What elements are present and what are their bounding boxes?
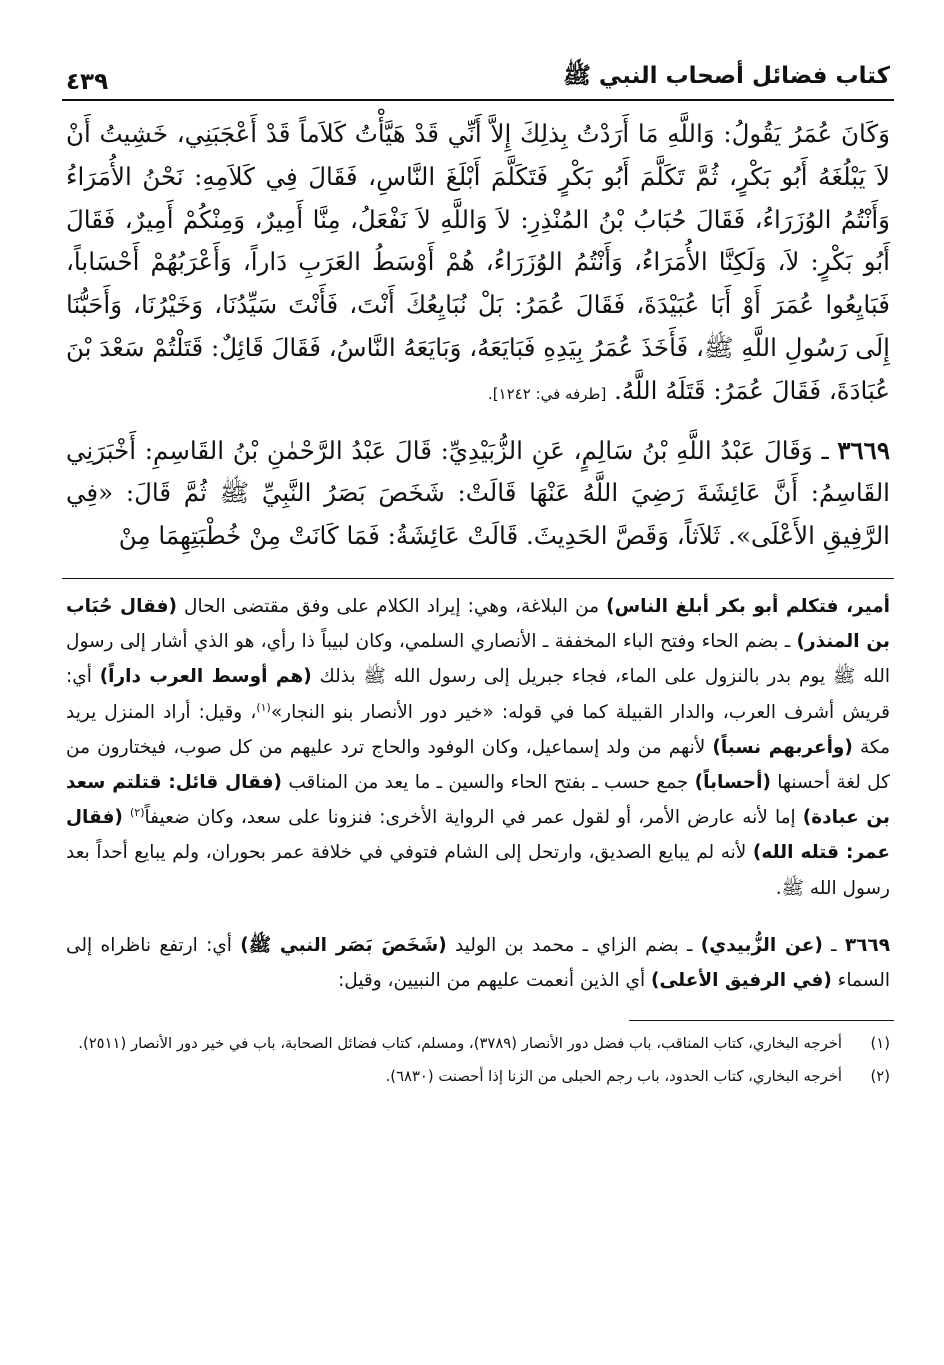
footnote-number: (٢) xyxy=(870,1068,890,1086)
commentary-text xyxy=(123,807,130,828)
commentary-paragraph-3669 xyxy=(62,928,894,998)
hadith-number: ٣٦٦٩ xyxy=(837,435,890,465)
hadith-text-continued xyxy=(62,113,894,416)
commentary-quote: (وأعربهم نسباً) xyxy=(712,736,853,758)
commentary-quote: (هم أوسط العرب داراً) xyxy=(99,666,312,688)
footnote-text: أخرجه البخاري، كتاب المناقب، باب فضل دور الأنصار (٣٧٨٩)، ومسلم، كتاب فضائل الصحابة، باب في خير دور الأنصار (٢٥١١). xyxy=(78,1035,842,1053)
book-page xyxy=(62,55,894,1091)
commentary-text: أي: قريش أشرف العرب، والدار القبيلة كما في قوله: «خير دور الأنصار بنو النجار» xyxy=(66,666,891,723)
commentary-quote: (فقال حُبَاب بن المنذر) xyxy=(66,595,890,653)
commentary-text: أي الذين أنعمت عليهم من النبيين، وقيل: xyxy=(338,970,651,991)
commentary-text: ـ بضم الزاي ـ محمد بن الوليد xyxy=(446,934,701,956)
hadith-3669 xyxy=(62,430,894,558)
commentary-text: من البلاغة، وهي: إيراد الكلام على وفق مقتضى الحال xyxy=(176,595,607,617)
commentary-text: ـ xyxy=(822,934,845,956)
commentary-quote: (عن الزُّبيدي) xyxy=(700,934,823,956)
commentary-quote: (في الرفيق الأعلى) xyxy=(651,970,832,991)
commentary-quote: (شَخَصَ بَصَر النبي ﷺ) xyxy=(240,934,447,956)
commentary-text: لأنهم من ولد إسماعيل، وكان الوفود والحاج ترد عليهم من كل صوب، فيختارون من كل لغة أحسنها xyxy=(66,736,890,793)
footnote-divider xyxy=(629,1020,894,1021)
cross-reference: [طرفه في: ١٢٤٢]. xyxy=(487,384,607,403)
commentary-quote: (فقال قائل: قتلتم سعد بن عبادة) xyxy=(66,771,890,829)
commentary-text: ، وقيل: أراد المنزل يريد مكة xyxy=(66,701,891,758)
footnote-number: (١) xyxy=(870,1035,890,1053)
footnote-ref-2: (٢) xyxy=(130,806,145,820)
commentary-text: ـ بضم الحاء وفتح الباء المخففة ـ الأنصاري السلمي، وكان لبيباً ذا رأي، هو الذي أشار إلى رسول الله ﷺ يوم بدر بالنزول على الماء، فجاء جبريل إلى رسول الله ﷺ بذلك xyxy=(66,631,890,688)
footnote-1 xyxy=(62,1029,894,1058)
commentary-text: جمع حسب ـ بفتح الحاء والسين ـ ما يعد من المناقب xyxy=(282,771,695,793)
footnote-text: أخرجه البخاري، كتاب الحدود، باب رجم الحبلى من الزنا إذا أحصنت (٦٨٣٠). xyxy=(385,1068,842,1086)
book-title: كتاب فضائل أصحاب النبي ﷺ xyxy=(563,63,890,89)
page-number: ٤٣٩ xyxy=(66,69,109,95)
commentary-text: أي: ارتفع ناظراه إلى السماء xyxy=(66,934,890,991)
commentary-paragraph xyxy=(62,589,894,906)
commentary-quote: (فقال عمر: قتله الله) xyxy=(66,807,891,864)
commentary-text: إما لأنه عارض الأمر، أو لقول عمر في الرواية الأخرى: فنزونا على سعد، وكان ضعيفاً xyxy=(144,807,803,829)
hadith-body: ـ وَقَالَ عَبْدُ اللَّهِ بْنُ سَالِمٍ، عَنِ الزُّبَيْدِيِّ: قَالَ عَبْدُ الرَّحْمٰنِ بْنُ القَاسِمِ: أَخْبَرَنِي القَاسِمُ: أَنَّ عَائِشَةَ رَضِيَ اللَّهُ عَنْهَا قَالَتْ: شَخَصَ بَصَرُ النَّبِيِّ ﷺ ثُمَّ قَالَ: «فِي الرَّفِيقِ الأَعْلَى». ثَلاَثاً، وَقَصَّ الحَدِيثَ. قَالَتْ عَائِشَةُ: فَمَا كَانَتْ مِنْ خُطْبَتِهِمَا مِنْ xyxy=(66,435,890,551)
hadith-body: وَكَانَ عُمَرُ يَقُولُ: وَاللَّهِ مَا أَرَدْتُ بِذلِكَ إِلاَّ أَنِّي قَدْ هَيَّأْتُ كَلاَماً قَدْ أَعْجَبَنِي، خَشِيتُ أَنْ لاَ يَبْلُغَهُ أَبُو بَكْرٍ، ثُمَّ تَكَلَّمَ أَبُو بَكْرٍ فَتَكَلَّمَ أَبْلَغَ النَّاسِ، فَقَالَ فِي كَلاَمِهِ: نَحْنُ الأُمَرَاءُ وَأَنْتُمُ الوُزَرَاءُ، فَقَالَ حُبَابُ بْنُ المُنْذِرِ: لاَ وَاللَّهِ لاَ نَفْعَلُ، مِنَّا أَمِيرٌ، وَمِنْكُمْ أَمِيرٌ، فَقَالَ أَبُو بَكْرٍ: لاَ، وَلَكِنَّا الأُمَرَاءُ، وَأَنْتُمُ الوُزَرَاءُ، هُمْ أَوْسَطُ العَرَبِ دَاراً، وَأَعْرَبُهُمْ أَحْسَاباً، فَبَايِعُوا عُمَرَ أَوْ أَبَا عُبَيْدَةَ، فَقَالَ عُمَرُ: بَلْ نُبَايِعُكَ أَنْتَ، فَأَنْتَ سَيِّدُنَا، وَخَيْرُنَا، وَأَحَبُّنَا إِلَى رَسُولِ اللَّهِ ﷺ، فَأَخَذَ عُمَرُ بِيَدِهِ فَبَايَعَهُ، وَبَايَعَهُ النَّاسُ، فَقَالَ قَائِلٌ: قَتَلْتُمْ سَعْدَ بْنَ عُبَادَةَ، فَقَالَ عُمَرُ: قَتَلَهُ اللَّهُ. xyxy=(66,119,890,405)
footnote-ref-1: (١) xyxy=(256,700,271,714)
commentary-quote: (أحساباً) xyxy=(694,771,771,793)
commentary-divider xyxy=(62,578,894,579)
commentary-hadith-number: ٣٦٦٩ xyxy=(844,934,890,956)
page-header xyxy=(62,55,894,101)
commentary-text: لأنه لم يبايع الصديق، وارتحل إلى الشام فتوفي في خلافة عمر بحوران، ولم يبايع أحداً بعد رسول الله ﷺ. xyxy=(66,842,890,899)
commentary-quote: أمير، فتكلم أبو بكر أبلغ الناس) xyxy=(606,595,890,617)
footnote-2 xyxy=(62,1062,894,1091)
